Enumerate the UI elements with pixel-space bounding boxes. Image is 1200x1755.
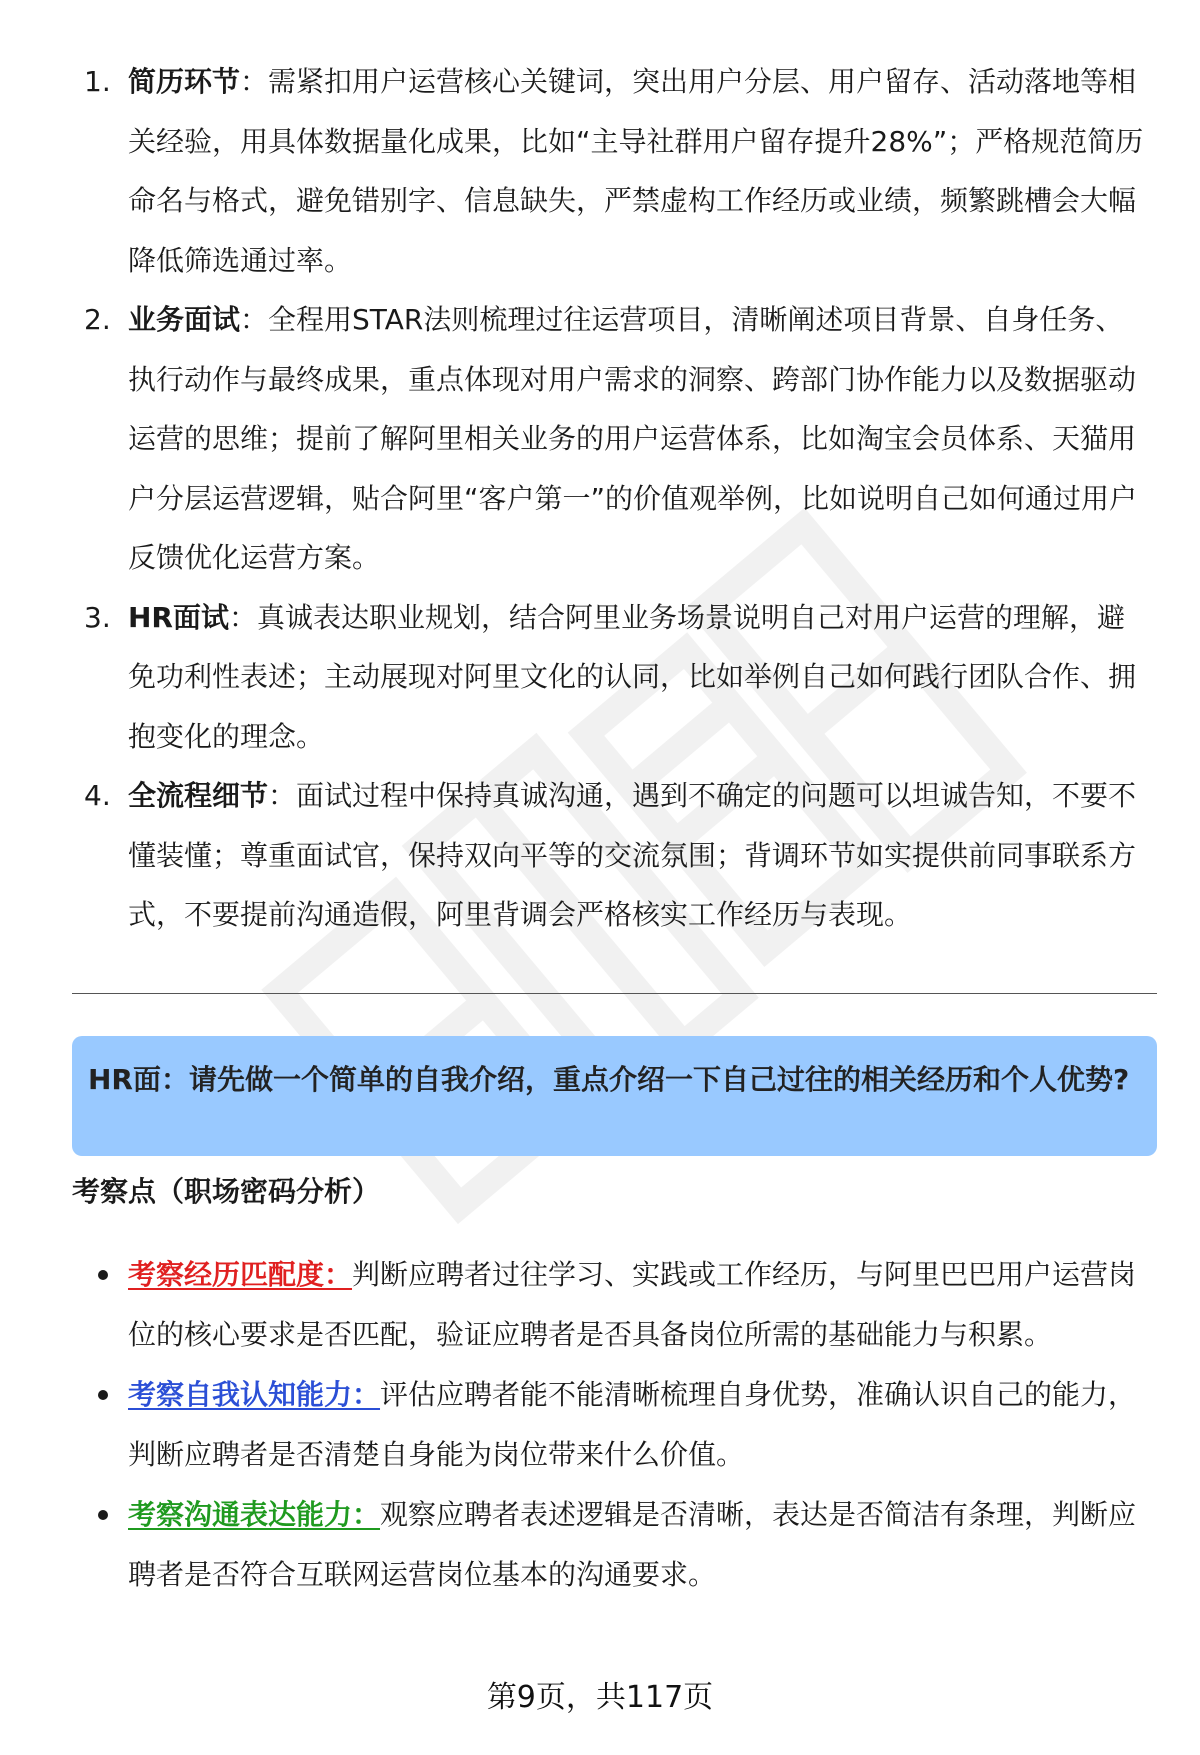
tip-text: ：需紧扣用户运营核心关键词，突出用户分层、用户留存、活动落地等相关经验，用具体数据量化成果，比如“主导社群用户留存提升28%”；严格规范简历命名与格式，避免错别字、信息缺失，严禁虚构工作经历或业绩，频繁跳槽会大幅降低筛选通过率。 xyxy=(128,65,1144,277)
list-item xyxy=(72,52,1147,290)
list-item xyxy=(72,588,1147,767)
tip-text: ：真诚表达职业规划，结合阿里业务场景说明自己对用户运营的理解，避免功利性表述；主动展现对阿里文化的认同，比如举例自己如何践行团队合作、拥抱变化的理念。 xyxy=(128,600,1137,753)
point-heading: 考察沟通表达能力： xyxy=(128,1498,381,1531)
point-heading: 考察经历匹配度： xyxy=(128,1258,353,1291)
bullet-icon xyxy=(98,1270,108,1280)
tip-heading: 简历环节 xyxy=(128,65,241,98)
list-item xyxy=(72,766,1147,945)
section-title: 考察点（职场密码分析） xyxy=(72,1175,381,1208)
list-item xyxy=(72,1245,1147,1365)
assessment-points-list xyxy=(72,1245,1147,1605)
list-number: 2. xyxy=(84,303,111,336)
point-heading: 考察自我认知能力： xyxy=(128,1378,381,1411)
tip-heading: 全流程细节 xyxy=(128,779,269,812)
question-box xyxy=(72,1036,1157,1156)
question-text: HR面：请先做一个简单的自我介绍，重点介绍一下自己过往的相关经历和个人优势? xyxy=(88,1063,1130,1096)
tip-heading: 业务面试 xyxy=(128,303,241,336)
list-number: 4. xyxy=(84,779,111,812)
section-divider xyxy=(72,993,1157,994)
list-item xyxy=(72,1485,1147,1605)
bullet-icon xyxy=(98,1510,108,1520)
point-text: 判断应聘者过往学习、实践或工作经历，与阿里巴巴用户运营岗位的核心要求是否匹配，验证应聘者是否具备岗位所需的基础能力与积累。 xyxy=(128,1258,1137,1351)
list-number: 3. xyxy=(84,600,111,634)
tip-heading: HR面试 xyxy=(128,600,229,634)
point-text: 评估应聘者能不能清晰梳理自身优势，准确认识自己的能力，判断应聘者是否清楚自身能为岗位带来什么价值。 xyxy=(128,1378,1137,1471)
tip-text: ：面试过程中保持真诚沟通，遇到不确定的问题可以坦诚告知，不要不懂装懂；尊重面试官，保持双向平等的交流氛围；背调环节如实提供前同事联系方式，不要提前沟通造假，阿里背调会严格核实工作经历与表现。 xyxy=(128,779,1137,931)
list-number: 1. xyxy=(84,65,111,98)
tips-list xyxy=(72,52,1147,945)
point-text: 观察应聘者表述逻辑是否清晰，表达是否简洁有条理，判断应聘者是否符合互联网运营岗位基本的沟通要求。 xyxy=(128,1498,1137,1591)
list-item xyxy=(72,290,1147,588)
page-number: 第9页，共117页 xyxy=(486,1680,714,1715)
tip-text: ：全程用STAR法则梳理过往运营项目，清晰阐述项目背景、自身任务、执行动作与最终成果，重点体现对用户需求的洞察、跨部门协作能力以及数据驱动运营的思维；提前了解阿里相关业务的用户运营体系，比如淘宝会员体系、天猫用户分层运营逻辑，贴合阿里“客户第一”的价值观举例，比如说明自己如何通过用户反馈优化运营方案。 xyxy=(128,303,1138,574)
bullet-icon xyxy=(98,1390,108,1400)
list-item xyxy=(72,1365,1147,1485)
